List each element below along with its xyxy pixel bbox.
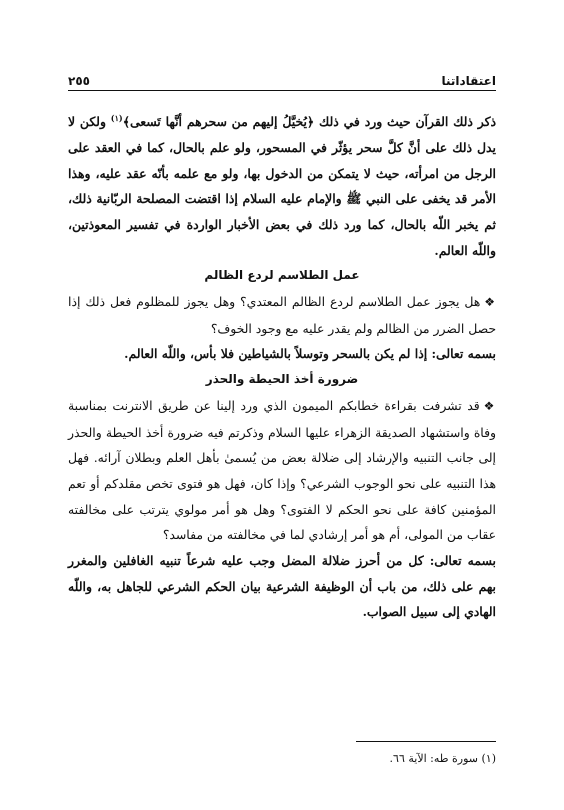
section-heading-talismans: عمل الطلاسم لردع الظالم: [204, 268, 360, 283]
intro-text-quote: ذكر ذلك القرآن حيث ورد في ذلك ﴿يُخيَّلُ إليهم من سحرهم أنَّها تَسعى﴾: [122, 114, 496, 130]
running-header: [68, 66, 496, 88]
header-rule: [68, 90, 496, 91]
footnote: (١) سورة طه: الآية ٦٦.: [389, 752, 496, 765]
answer-lead: بسمه تعالى:: [431, 346, 496, 362]
footnote-area: [68, 744, 496, 779]
bullet-icon: ❖: [484, 295, 496, 310]
header-title: اعتقاداتنا: [441, 74, 496, 88]
answer-lead: بسمه تعالى:: [429, 553, 496, 569]
bullet-icon: ❖: [483, 398, 496, 413]
question-talismans: [68, 289, 496, 341]
question-caution: [68, 393, 496, 548]
intro-text-body: ولكن لا يدل ذلك على أنَّ كلَّ سحر يؤثّر في المسحور، ولو علم بالحال، كما في العقد على الرجل من امرأته، حيث لا يتمكن من الدخول بها، ولو مع علمه بأنّه عقد عليه، وهذا الأمر قد يخفى على النبي ﷺ والإمام عليه السلام إذا اقتضت المصلحة الربّانية ذلك، ثم يخبر اللّه بالحال، كما ورد ذلك في بعض الأخبار الواردة في تفسير المعوذتين، واللّه العالم.: [68, 114, 496, 258]
question-text: قد تشرفت بقراءة خطابكم الميمون الذي ورد إلينا عن طريق الانترنت بمناسبة وفاة واستشهاد الصديقة الزهراء عليها السلام وذكرتم فيه ضرورة أخذ الحيطة والحذر إلى جانب التنبيه والإرشاد إلى ضلالة بعض من يُسمىٰ بأهل العلم وبطلان آرائه. فهل هذا التنبيه على نحو الوجوب الشرعي؟ وإذا كان، فهل هو فتوى تخص مقلدكم أو تعم المؤمنين كافة على نحو الحكم لا الفتوى؟ وهل هو أمر مولوي يترتب على مخالفته عقاب من المولى، أم هو أمر إرشادي لما في مخالفته من مفاسد؟: [68, 397, 496, 543]
page-content: [68, 106, 496, 625]
section-heading-caution: ضرورة أخذ الحيطة والحذر: [205, 372, 359, 387]
page-number: ٢٥٥: [68, 74, 90, 88]
footnote-rule: [356, 741, 496, 742]
footnote-ref: (١): [110, 113, 123, 123]
answer-text: كل من أحرز ضلالة المضل وجب عليه شرعاً تنبيه الغافلين والمغرر بهم على ذلك، من باب أن الوظيفة الشرعية بيان الحكم الشرعي للجاهل به، واللّه الهادي إلى سبيل الصواب.: [68, 553, 496, 620]
answer-text: إذا لم يكن بالسحر وتوسلاً بالشياطين فلا بأس، واللّه العالم.: [124, 346, 432, 362]
question-text: هل يجوز عمل الطلاسم لردع الظالم المعتدي؟ وهل يجوز للمظلوم فعل ذلك إذا حصل الضرر من الظالم ولم يقدر عليه مع وجود الخوف؟: [68, 294, 496, 336]
answer-talismans: [68, 341, 496, 367]
answer-caution: [68, 548, 496, 625]
intro-paragraph: [68, 106, 496, 263]
